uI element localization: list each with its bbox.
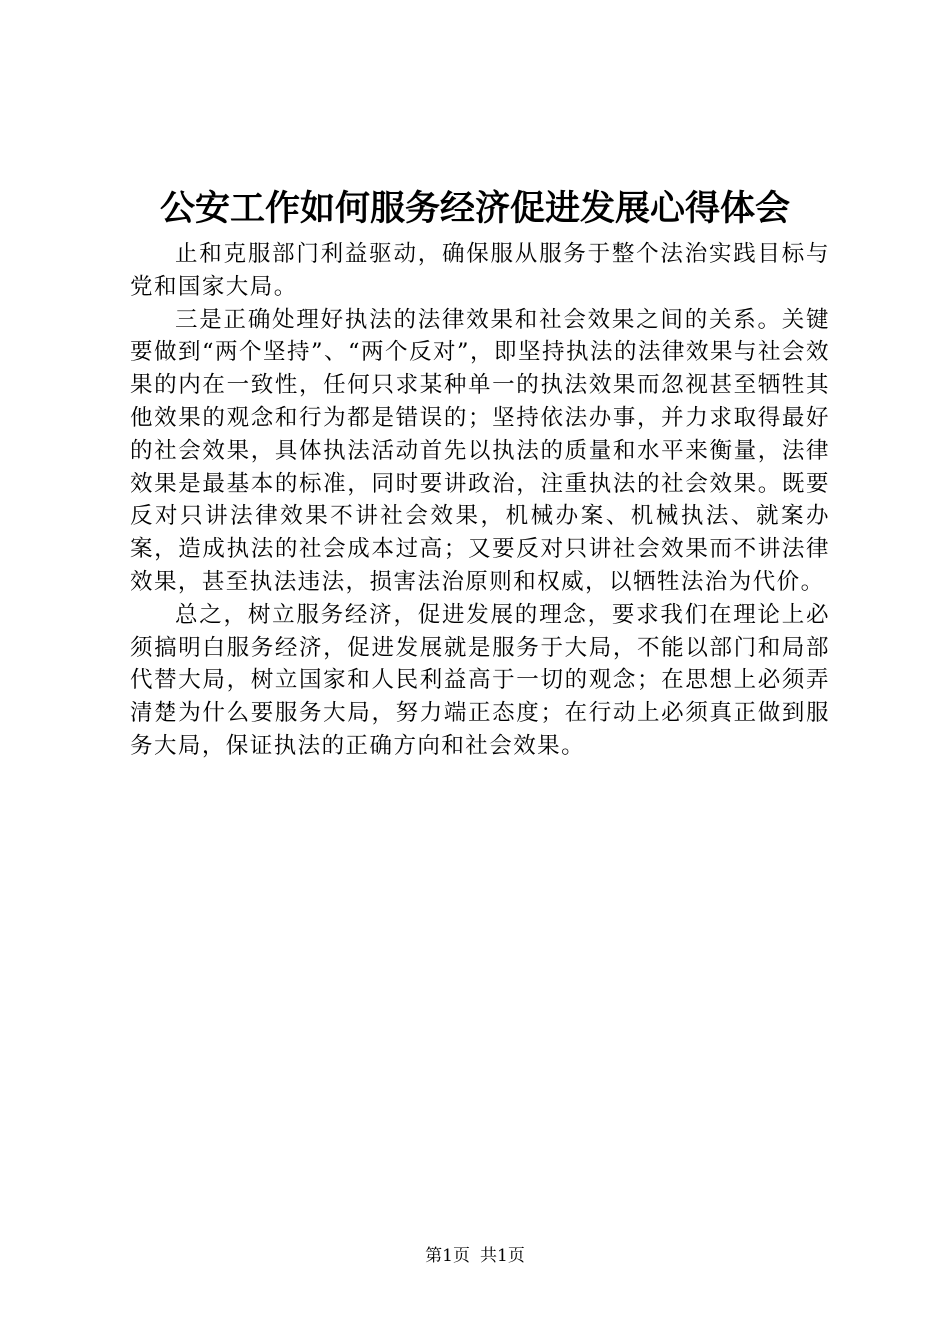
paragraph-3: 总之，树立服务经济，促进发展的理念，要求我们在理论上必须搞明白服务经济，促进发展就是服务于大局，不能以部门和局部代替大局，树立国家和人民利益高于一切的观念；在思想上必须弄清楚为什么要服务大局，努力端正态度；在行动上必须真正做到服务大局，保证执法的正确方向和社会效果。 [130,601,830,759]
document-title: 公安工作如何服务经济促进发展心得体会 [159,188,790,229]
document-body [130,238,830,763]
page-number-total: 共1页 [480,1246,525,1266]
paragraph-1: 止和克服部门利益驱动，确保服从服务于整个法治实践目标与党和国家大局。 [130,241,830,300]
page-number-current: 第1页 [425,1246,470,1266]
page-footer [0,1244,950,1268]
paragraph-2: 三是正确处理好执法的法律效果和社会效果之间的关系。关键要做到“两个坚持”、“两个反对”，即坚持执法的法律效果与社会效果的内在一致性，任何只求某种单一的执法效果而忽视甚至牺牲其他效果的观念和行为都是错误的；坚持依法办事，并力求取得最好的社会效果，具体执法活动首先以执法的质量和水平来衡量，法律效果是最基本的标准，同时要讲政治，注重执法的社会效果。既要反对只讲法律效果不讲社会效果，机械办案、机械执法、就案办案，造成执法的社会成本过高；又要反对只讲社会效果而不讲法律效果，甚至执法违法，损害法治原则和权威，以牺牲法治为代价。 [130,306,830,595]
